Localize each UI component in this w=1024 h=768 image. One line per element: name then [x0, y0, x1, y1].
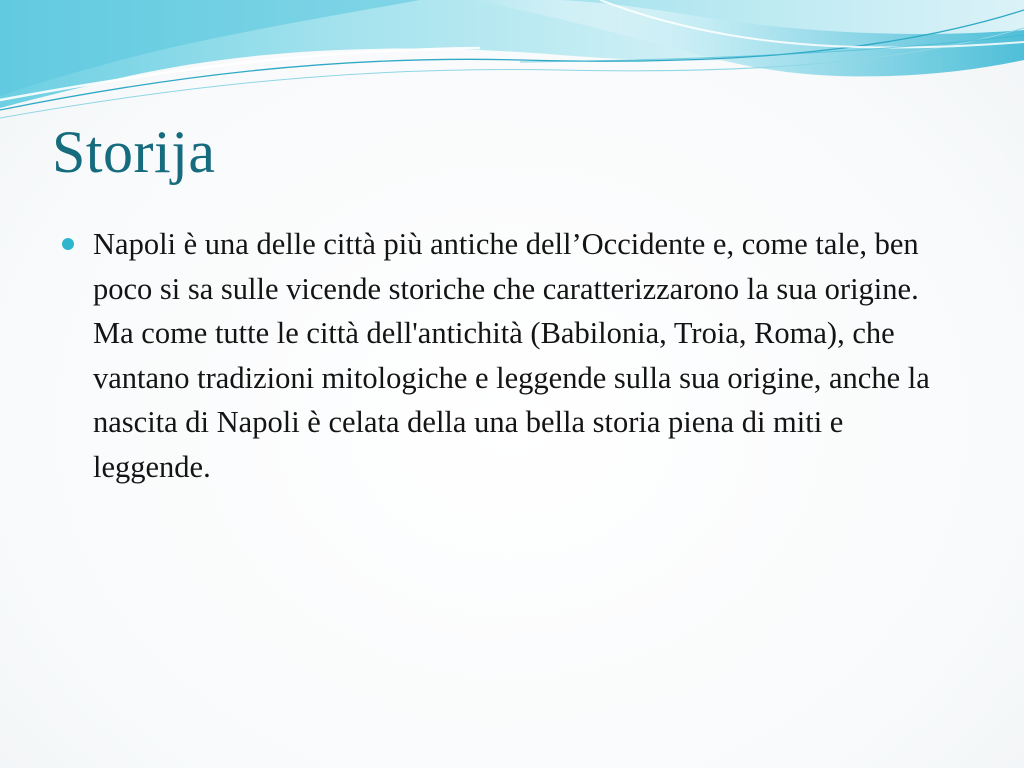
slide-title: Storija	[52, 119, 216, 185]
bullet-dot-icon	[62, 238, 74, 250]
bullet-item	[62, 222, 962, 489]
bullet-list	[62, 222, 962, 489]
bullet-text: Napoli è una delle città più antiche dell’Occidente e, come tale, ben poco si sa sulle vicende storiche che caratterizzarono la sua origine. Ma come tutte le città dell'antichità (Babilonia, Troia, Roma), che vantano tradizioni mitologiche e leggende sulla sua origine, anche la nascita di Napoli è celata della una bella storia piena di miti e leggende.	[93, 227, 930, 484]
wave-decoration	[0, 0, 1024, 130]
